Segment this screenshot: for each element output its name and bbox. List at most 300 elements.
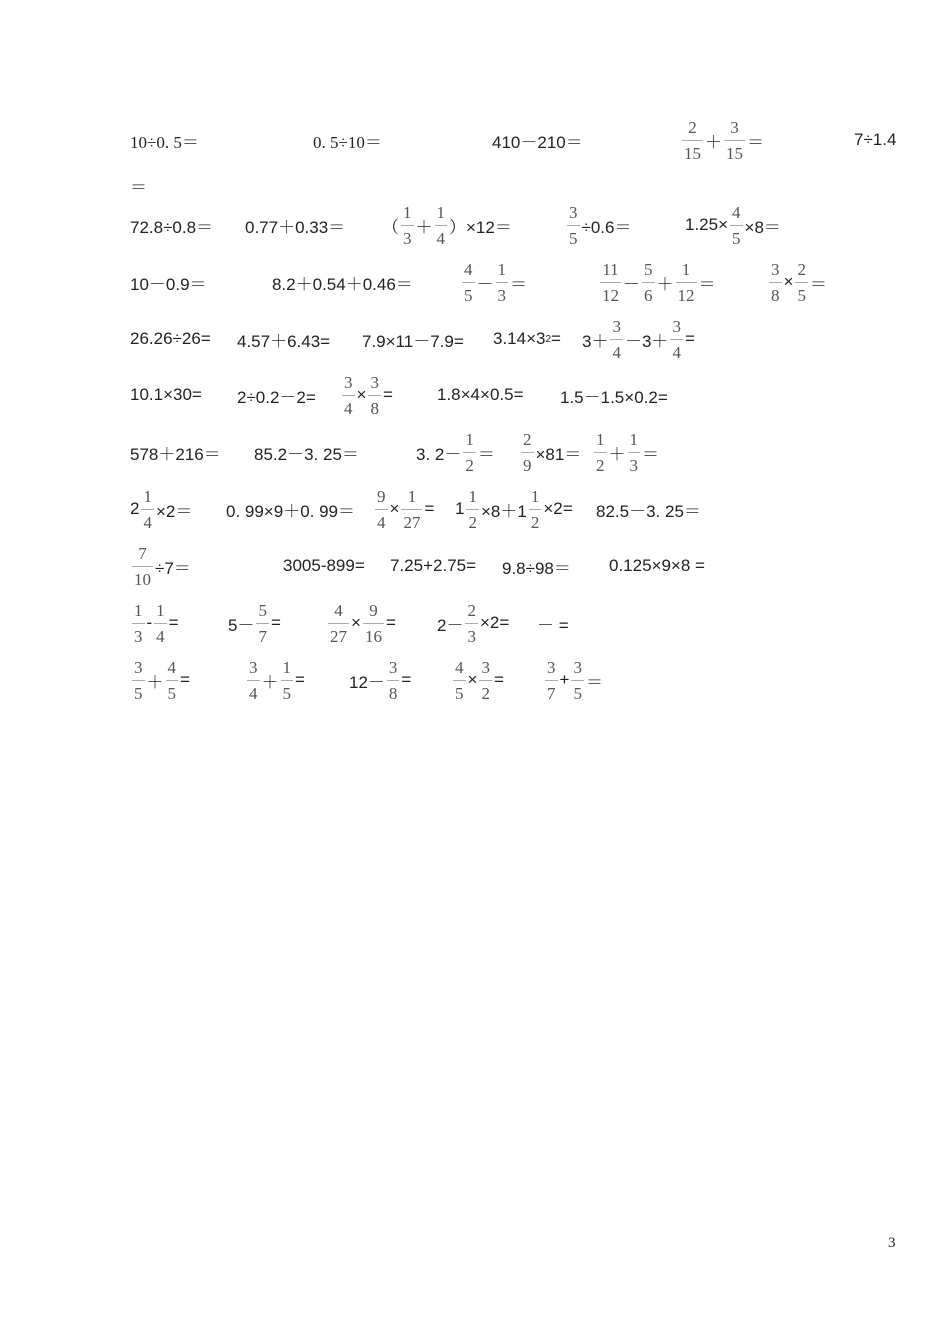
fraction-numerator: 5 bbox=[258, 600, 267, 620]
fraction-numerator: 9 bbox=[377, 486, 386, 506]
arithmetic-problem bbox=[362, 314, 464, 364]
fraction-bar bbox=[462, 282, 475, 283]
arithmetic-problem bbox=[130, 655, 190, 705]
fraction-bar bbox=[328, 623, 349, 624]
expression-text: = bbox=[295, 670, 305, 689]
expression-text: 82.5－3. 25＝ bbox=[596, 501, 701, 521]
fraction bbox=[571, 659, 584, 702]
expression-text: + bbox=[559, 670, 570, 689]
expression-text: 12－ bbox=[349, 672, 385, 692]
fraction-bar bbox=[545, 680, 558, 681]
fraction-bar bbox=[247, 680, 260, 681]
expression-text: ＋ bbox=[146, 672, 164, 692]
fraction bbox=[401, 488, 422, 531]
problem-row bbox=[0, 427, 950, 477]
expression-text: = bbox=[168, 613, 179, 632]
expression-text: = bbox=[551, 329, 561, 348]
expression-text: ÷0.6＝ bbox=[581, 217, 632, 237]
fraction bbox=[368, 374, 381, 417]
expression-text: ×2= bbox=[479, 613, 510, 632]
arithmetic-problem bbox=[592, 427, 659, 477]
fraction-denominator: 4 bbox=[612, 342, 621, 362]
arithmetic-problem bbox=[283, 541, 365, 591]
fraction-numerator: 3 bbox=[547, 657, 556, 677]
arithmetic-problem bbox=[416, 427, 495, 477]
fraction-bar bbox=[795, 282, 808, 283]
problem-row bbox=[0, 655, 950, 705]
fraction-numerator: 3 bbox=[249, 657, 258, 677]
arithmetic-problem bbox=[313, 115, 382, 165]
expression-text: = bbox=[401, 670, 412, 689]
expression-text: - bbox=[146, 613, 153, 632]
expression-text: 7.25+2.75= bbox=[390, 556, 477, 575]
problem-row bbox=[0, 541, 950, 591]
arithmetic-problem bbox=[543, 655, 603, 705]
fraction bbox=[676, 261, 697, 304]
fraction-bar bbox=[453, 680, 466, 681]
problem-row bbox=[0, 257, 950, 307]
fraction-bar bbox=[567, 225, 580, 226]
fraction-bar bbox=[628, 452, 641, 453]
arithmetic-problem bbox=[237, 314, 330, 364]
fraction bbox=[795, 261, 808, 304]
expression-text: = bbox=[684, 329, 695, 348]
arithmetic-problem bbox=[382, 200, 512, 250]
fraction-denominator: 8 bbox=[388, 683, 398, 703]
arithmetic-problem bbox=[130, 427, 221, 477]
expression-text: 0. 99×9＋0. 99＝ bbox=[226, 501, 356, 521]
fraction-numerator: 5 bbox=[644, 259, 653, 279]
problem-row bbox=[0, 115, 950, 165]
expression-text: 10－0.9＝ bbox=[130, 274, 207, 294]
fraction-denominator: 27 bbox=[330, 626, 347, 646]
fraction-numerator: 1 bbox=[436, 202, 445, 222]
fraction-bar bbox=[281, 680, 294, 681]
fraction bbox=[724, 119, 745, 162]
fraction-bar bbox=[529, 509, 542, 510]
fraction-bar bbox=[368, 395, 381, 396]
fraction-denominator: 4 bbox=[377, 512, 386, 532]
arithmetic-problem bbox=[130, 200, 213, 250]
expression-text: （ bbox=[382, 217, 399, 237]
problem-row bbox=[0, 484, 950, 534]
expression-text: ÷7＝ bbox=[155, 558, 191, 578]
fraction-numerator: 4 bbox=[732, 202, 741, 222]
fraction-bar bbox=[141, 509, 154, 510]
fraction-numerator: 3 bbox=[612, 316, 621, 336]
expression-text: × bbox=[351, 613, 361, 632]
expression-text: 1.5－1.5×0.2= bbox=[560, 387, 668, 407]
fraction-numerator: 1 bbox=[143, 486, 152, 506]
fraction bbox=[545, 659, 558, 702]
fraction-bar bbox=[375, 509, 388, 510]
fraction-numerator: 1 bbox=[403, 202, 412, 222]
fraction-bar bbox=[401, 225, 414, 226]
fraction bbox=[435, 204, 448, 247]
fraction-numerator: 1 bbox=[134, 600, 143, 620]
fraction-denominator: 5 bbox=[134, 683, 143, 703]
expression-text: ＝ bbox=[510, 274, 527, 294]
expression-text: × bbox=[356, 385, 367, 404]
expression-text: ＋ bbox=[608, 444, 626, 464]
fraction-denominator: 7 bbox=[258, 626, 267, 646]
fraction bbox=[465, 602, 478, 645]
arithmetic-problem bbox=[767, 257, 827, 307]
expression-text: 9.8÷98＝ bbox=[502, 558, 571, 578]
expression-text: 3＋ bbox=[582, 331, 609, 351]
fraction-numerator: 1 bbox=[468, 486, 477, 506]
fraction bbox=[521, 431, 534, 474]
problem-row bbox=[0, 370, 950, 420]
arithmetic-problem bbox=[272, 257, 413, 307]
fraction-numerator: 3 bbox=[771, 259, 780, 279]
expression-text: 0. 5÷10＝ bbox=[313, 132, 382, 152]
problem-row bbox=[0, 200, 950, 250]
fraction-numerator: 3 bbox=[569, 202, 578, 222]
fraction bbox=[375, 488, 388, 531]
fraction-numerator: 9 bbox=[369, 600, 378, 620]
fraction-denominator: 12 bbox=[677, 285, 695, 305]
arithmetic-problem bbox=[680, 115, 764, 165]
fraction bbox=[730, 204, 743, 247]
fraction-numerator: 3 bbox=[573, 657, 582, 677]
fraction-numerator: 3 bbox=[730, 117, 739, 137]
arithmetic-problem bbox=[854, 115, 896, 165]
fraction-bar bbox=[435, 225, 448, 226]
fraction-numerator: 3 bbox=[344, 372, 353, 392]
arithmetic-problem bbox=[455, 484, 573, 534]
fraction-bar bbox=[670, 339, 683, 340]
fraction-bar bbox=[465, 623, 478, 624]
arithmetic-problem bbox=[226, 484, 355, 534]
expression-text: ＝ bbox=[477, 444, 495, 464]
fraction-denominator: 2 bbox=[465, 455, 474, 475]
expression-text: 0.125×9×8 = bbox=[609, 556, 705, 575]
expression-text: 410－210＝ bbox=[492, 132, 583, 152]
fraction-numerator: 1 bbox=[681, 259, 691, 279]
expression-text: ＝ bbox=[698, 274, 716, 294]
expression-text: 26.26÷26= bbox=[130, 329, 211, 348]
fraction-denominator: 27 bbox=[403, 512, 421, 532]
expression-text: × bbox=[389, 499, 400, 518]
fraction bbox=[132, 545, 153, 588]
arithmetic-problem bbox=[340, 370, 393, 420]
fraction-denominator: 3 bbox=[134, 626, 143, 646]
fraction bbox=[247, 659, 260, 702]
fraction-denominator: 5 bbox=[797, 285, 806, 305]
fraction-bar bbox=[154, 623, 167, 624]
arithmetic-problem bbox=[609, 541, 705, 591]
expression-text: ）×12＝ bbox=[449, 217, 512, 237]
fraction bbox=[256, 602, 269, 645]
fraction-denominator: 3 bbox=[497, 285, 506, 305]
arithmetic-problem bbox=[245, 655, 305, 705]
fraction-denominator: 3 bbox=[467, 626, 476, 646]
arithmetic-problem bbox=[130, 598, 179, 648]
expression-text: 578＋216＝ bbox=[130, 444, 221, 464]
arithmetic-problem bbox=[349, 655, 411, 705]
expression-text: 2 bbox=[130, 499, 140, 518]
fraction-denominator: 5 bbox=[455, 683, 464, 703]
fraction-numerator: 1 bbox=[465, 429, 474, 449]
expression-text: ＋ bbox=[261, 672, 279, 692]
fraction-bar bbox=[466, 509, 479, 510]
fraction-denominator: 5 bbox=[573, 683, 582, 703]
fraction bbox=[682, 119, 703, 162]
fraction-numerator: 1 bbox=[629, 429, 638, 449]
fraction bbox=[529, 488, 542, 531]
arithmetic-problem bbox=[502, 541, 571, 591]
fraction bbox=[567, 204, 580, 247]
expression-text: 3. 2－ bbox=[416, 444, 462, 464]
fraction-numerator: 1 bbox=[497, 259, 506, 279]
fraction-bar bbox=[594, 452, 607, 453]
expression-text: ＝ bbox=[642, 444, 659, 464]
fraction-numerator: 2 bbox=[688, 117, 697, 137]
expression-text: ×2= bbox=[543, 499, 573, 518]
arithmetic-problem bbox=[228, 598, 281, 648]
expression-text: ×8＝ bbox=[744, 217, 781, 237]
fraction-bar bbox=[342, 395, 355, 396]
expression-text: －3＋ bbox=[624, 331, 669, 351]
fraction-bar bbox=[769, 282, 782, 283]
fraction-numerator: 1 bbox=[156, 600, 165, 620]
expression-text: 3005-899= bbox=[283, 556, 365, 575]
fraction-denominator: 2 bbox=[481, 683, 490, 703]
expression-text: 0.77＋0.33＝ bbox=[245, 217, 346, 237]
fraction-numerator: 4 bbox=[167, 657, 176, 677]
fraction-bar bbox=[600, 282, 621, 283]
fraction-denominator: 2 bbox=[596, 455, 605, 475]
fraction-bar bbox=[496, 282, 509, 283]
expression-text: 1.8×4×0.5= bbox=[437, 385, 524, 404]
fraction-denominator: 15 bbox=[684, 143, 701, 163]
fraction bbox=[496, 261, 509, 304]
expression-text: ＝ bbox=[809, 274, 827, 294]
expression-text: 2÷0.2－2= bbox=[237, 387, 316, 407]
arithmetic-problem bbox=[130, 484, 192, 534]
fraction bbox=[387, 659, 400, 702]
fraction-numerator: 4 bbox=[455, 657, 464, 677]
expression-text: 1 bbox=[455, 499, 465, 518]
fraction bbox=[154, 602, 167, 645]
fraction-numerator: 7 bbox=[138, 543, 147, 563]
expression-text: 10÷0. 5＝ bbox=[130, 132, 199, 152]
arithmetic-problem bbox=[582, 314, 695, 364]
arithmetic-problem bbox=[437, 598, 509, 648]
fraction-bar bbox=[676, 282, 697, 283]
fraction bbox=[462, 261, 475, 304]
fraction-bar bbox=[463, 452, 476, 453]
fraction bbox=[281, 659, 294, 702]
fraction-denominator: 4 bbox=[344, 398, 353, 418]
fraction-bar bbox=[132, 566, 153, 567]
fraction-bar bbox=[166, 680, 179, 681]
fraction-numerator: 3 bbox=[481, 657, 490, 677]
fraction-numerator: 2 bbox=[797, 259, 806, 279]
expression-text: = bbox=[382, 385, 393, 404]
fraction-numerator: 11 bbox=[602, 259, 619, 279]
expression-text: ＝ bbox=[585, 672, 603, 692]
arithmetic-problem bbox=[130, 370, 202, 420]
expression-text: ＋ bbox=[705, 132, 722, 152]
arithmetic-problem bbox=[130, 314, 211, 364]
fraction-numerator: 4 bbox=[464, 259, 473, 279]
fraction-denominator: 16 bbox=[364, 626, 382, 646]
fraction-denominator: 4 bbox=[249, 683, 258, 703]
fraction bbox=[328, 602, 349, 645]
fraction-numerator: 1 bbox=[282, 657, 291, 677]
fraction-bar bbox=[724, 140, 745, 141]
fraction bbox=[132, 602, 145, 645]
fraction bbox=[141, 488, 154, 531]
arithmetic-problem bbox=[460, 257, 527, 307]
arithmetic-problem bbox=[537, 598, 569, 648]
expression-text: ×81＝ bbox=[535, 444, 582, 464]
fraction-denominator: 8 bbox=[771, 285, 780, 305]
expression-text: 7.9×11－7.9= bbox=[362, 331, 464, 351]
fraction bbox=[479, 659, 492, 702]
fraction-bar bbox=[730, 225, 743, 226]
expression-text: = bbox=[493, 670, 504, 689]
fraction-denominator: 6 bbox=[644, 285, 653, 305]
expression-text: = bbox=[270, 613, 281, 632]
fraction bbox=[594, 431, 607, 474]
fraction-denominator: 8 bbox=[370, 398, 379, 418]
fraction bbox=[453, 659, 466, 702]
fraction-denominator: 5 bbox=[569, 228, 578, 248]
arithmetic-problem bbox=[130, 115, 199, 165]
expression-text: = bbox=[180, 670, 190, 689]
fraction-numerator: 1 bbox=[530, 486, 540, 506]
arithmetic-problem bbox=[519, 427, 581, 477]
arithmetic-problem bbox=[130, 541, 191, 591]
fraction-numerator: 2 bbox=[467, 600, 476, 620]
fraction-denominator: 12 bbox=[602, 285, 619, 305]
fraction bbox=[401, 204, 414, 247]
fraction-numerator: 2 bbox=[523, 429, 532, 449]
fraction-bar bbox=[642, 282, 655, 283]
expression-text: × bbox=[467, 670, 478, 689]
fraction-bar bbox=[610, 339, 623, 340]
arithmetic-problem bbox=[596, 484, 701, 534]
expression-text: = bbox=[385, 613, 396, 632]
fraction-numerator: 3 bbox=[388, 657, 398, 677]
expression-text: × bbox=[783, 272, 794, 291]
fraction bbox=[342, 374, 355, 417]
expression-text: 85.2－3. 25＝ bbox=[254, 444, 359, 464]
expression-text: 72.8÷0.8＝ bbox=[130, 217, 214, 237]
fraction bbox=[670, 318, 683, 361]
expression-text: － bbox=[623, 274, 640, 294]
arithmetic-problem bbox=[254, 427, 359, 477]
fraction-numerator: 1 bbox=[596, 429, 605, 449]
fraction-numerator: 3 bbox=[370, 372, 379, 392]
fraction-denominator: 2 bbox=[530, 512, 540, 532]
fraction bbox=[466, 488, 479, 531]
arithmetic-problem bbox=[451, 655, 504, 705]
arithmetic-problem bbox=[326, 598, 396, 648]
expression-text: － bbox=[476, 274, 494, 294]
expression-text: ＋ bbox=[656, 274, 674, 294]
fraction-denominator: 2 bbox=[468, 512, 477, 532]
expression-text: ＝ bbox=[130, 177, 147, 197]
fraction-denominator: 4 bbox=[143, 512, 152, 532]
fraction-denominator: 9 bbox=[523, 455, 532, 475]
fraction-bar bbox=[401, 509, 422, 510]
fraction-denominator: 5 bbox=[282, 683, 291, 703]
expression-text: 2－ bbox=[437, 615, 464, 635]
fraction-bar bbox=[363, 623, 384, 624]
fraction-numerator: 3 bbox=[134, 657, 143, 677]
arithmetic-problem bbox=[237, 370, 316, 420]
expression-text: ＝ bbox=[747, 132, 764, 152]
fraction bbox=[600, 261, 621, 304]
problem-row bbox=[0, 314, 950, 364]
fraction bbox=[166, 659, 179, 702]
expression-text: 5－ bbox=[228, 615, 255, 635]
arithmetic-problem bbox=[373, 484, 434, 534]
expression-text: 3.14×3 bbox=[493, 329, 546, 348]
fraction-denominator: 4 bbox=[436, 228, 445, 248]
fraction-bar bbox=[132, 680, 145, 681]
fraction-denominator: 3 bbox=[629, 455, 638, 475]
expression-text: = bbox=[424, 499, 435, 518]
expression-text: － = bbox=[537, 615, 569, 635]
page-number: 3 bbox=[888, 1235, 896, 1251]
arithmetic-problem bbox=[390, 541, 476, 591]
arithmetic-problem bbox=[130, 257, 207, 307]
fraction-bar bbox=[682, 140, 703, 141]
fraction-bar bbox=[571, 680, 584, 681]
fraction-numerator: 4 bbox=[334, 600, 343, 620]
fraction bbox=[463, 431, 476, 474]
arithmetic-problem bbox=[493, 314, 561, 364]
fraction bbox=[769, 261, 782, 304]
arithmetic-problem bbox=[437, 370, 524, 420]
fraction bbox=[610, 318, 623, 361]
fraction-denominator: 4 bbox=[672, 342, 681, 362]
expression-text: 7÷1.4 bbox=[854, 130, 897, 149]
fraction bbox=[363, 602, 384, 645]
fraction bbox=[628, 431, 641, 474]
fraction bbox=[132, 659, 145, 702]
fraction-denominator: 5 bbox=[464, 285, 473, 305]
fraction-denominator: 15 bbox=[726, 143, 743, 163]
fraction-bar bbox=[256, 623, 269, 624]
expression-text: 1.25× bbox=[685, 215, 729, 234]
expression-text: ×8＋1 bbox=[480, 501, 527, 521]
fraction-denominator: 7 bbox=[547, 683, 556, 703]
arithmetic-problem bbox=[492, 115, 583, 165]
arithmetic-problem bbox=[565, 200, 631, 250]
arithmetic-problem bbox=[245, 200, 345, 250]
fraction-denominator: 5 bbox=[732, 228, 741, 248]
fraction-denominator: 3 bbox=[403, 228, 412, 248]
fraction bbox=[642, 261, 655, 304]
fraction-numerator: 3 bbox=[672, 316, 681, 336]
problem-row bbox=[0, 598, 950, 648]
exponent: 2 bbox=[545, 333, 552, 345]
fraction-bar bbox=[132, 623, 145, 624]
expression-text: ×2＝ bbox=[155, 501, 193, 521]
fraction-bar bbox=[387, 680, 400, 681]
expression-text: 4.57＋6.43= bbox=[237, 331, 331, 351]
fraction-denominator: 4 bbox=[156, 626, 165, 646]
expression-text: ＋ bbox=[415, 217, 433, 237]
fraction-bar bbox=[479, 680, 492, 681]
arithmetic-problem bbox=[685, 200, 781, 250]
